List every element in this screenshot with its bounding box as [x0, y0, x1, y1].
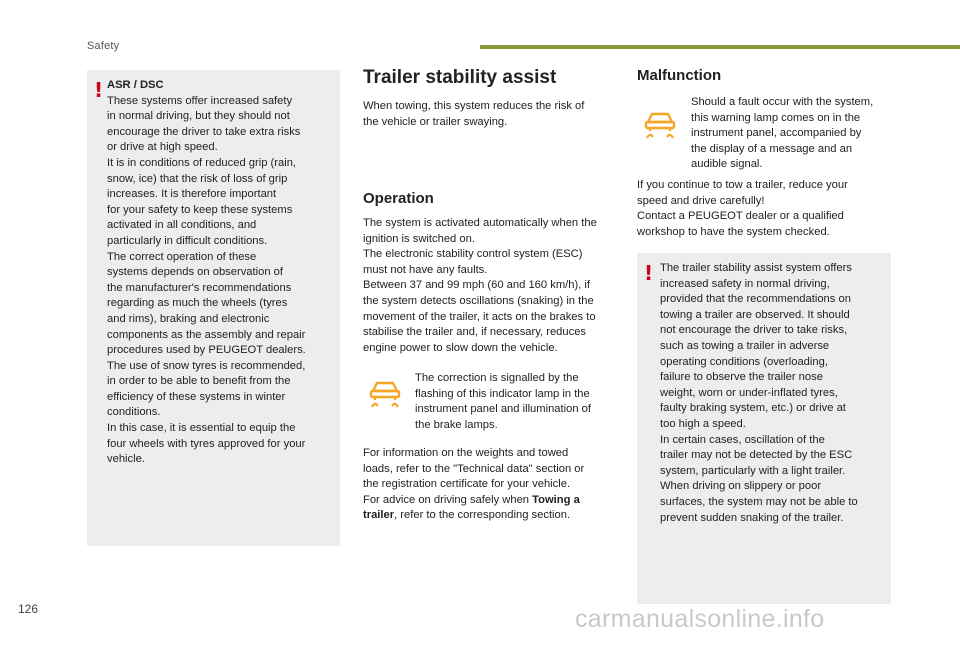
exclamation-icon: ! — [644, 261, 654, 285]
section-label: Safety — [87, 40, 120, 52]
trailer-stability-warning-box — [637, 253, 891, 604]
operation-text: The system is activated automatically when the ignition is switched on. The electronic stability control system (ESC) must not have any faults. Between 37 and 99 mph (60 and 160 km/h), if the system detects oscillations (snaking) in the movement of the trailer, it acts on the brakes to stabilise the trailer and, if necessary, reduces engine power to slow down the vehicle. — [363, 217, 597, 354]
page-title: Trailer stability assist — [363, 67, 557, 88]
asr-dsc-title: ASR / DSC — [107, 79, 164, 91]
towing-info-part-a: For information on the weights and towed loads, refer to the "Technical data" section or the registration certificate for your vehicle. For advice on driving safely when — [363, 447, 585, 506]
fault-text: Should a fault occur with the system, this warning lamp comes on in the instrument panel, accompanied by the display of a message and an audible signal. — [691, 96, 874, 171]
continue-towing-text: If you continue to tow a trailer, reduce your speed and drive carefully! Contact a PEUGEOT dealer or a qualified workshop to have the system checked. — [637, 179, 848, 238]
towing-a-trailer-reference: Towing a trailer — [363, 493, 580, 522]
towing-info-text — [363, 446, 621, 524]
page-number: 126 — [18, 602, 39, 616]
asr-dsc-warning-text — [107, 78, 337, 468]
stability-lamp-icon — [643, 112, 677, 140]
asr-dsc-warning-box — [87, 70, 340, 546]
operation-heading: Operation — [363, 190, 434, 207]
asr-dsc-body: These systems offer increased safety in normal driving, but they should not encourage the driver to take extra risks or drive at high speed. It is in conditions of reduced grip (rain, snow, ice) that the risk of loss of grip increases. It is therefore important for your safety to keep these systems activated in all conditions, and particularly in difficult conditions. The correct operation of these systems depends on observation of the manufacturer's recommendations regarding as much the wheels (tyres and rims), braking and electronic components as the assembly and repair procedures used by PEUGEOT dealers. The use of snow tyres is recommended, in order to be able to benefit from the efficiency of these systems in winter conditions. In this case, it is essential to equip the four wheels with tyres approved for your vehicle. — [107, 94, 306, 466]
signal-text: The correction is signalled by the flashing of this indicator lamp in the instrument panel and illumination of the brake lamps. — [415, 372, 591, 431]
exclamation-icon: ! — [94, 78, 104, 102]
trailer-stability-warning-text: The trailer stability assist system offers increased safety in normal driving, provided that the recommendations on towing a trailer are observed. It should not encourage the driver to take risks, such as towing a trailer in adverse operating conditions (overloading, failure to observe the trailer nose weight, worn or under-inflated tyres, faulty braking system, etc.) or drive at too high a speed. In certain cases, oscillation of the trailer may not be detected by the ESC system, particularly with a light trailer. When driving on slippery or poor surfaces, the system may not be able to prevent sudden snaking of the trailer. — [660, 262, 858, 524]
header-bar — [480, 45, 960, 49]
trailer-intro: When towing, this system reduces the risk of the vehicle or trailer swaying. — [363, 100, 585, 128]
stability-lamp-icon — [368, 381, 402, 409]
towing-info-part-b: , refer to the corresponding section. — [394, 509, 571, 522]
watermark: carmanualsonline.info — [575, 605, 825, 633]
malfunction-heading: Malfunction — [637, 67, 722, 84]
